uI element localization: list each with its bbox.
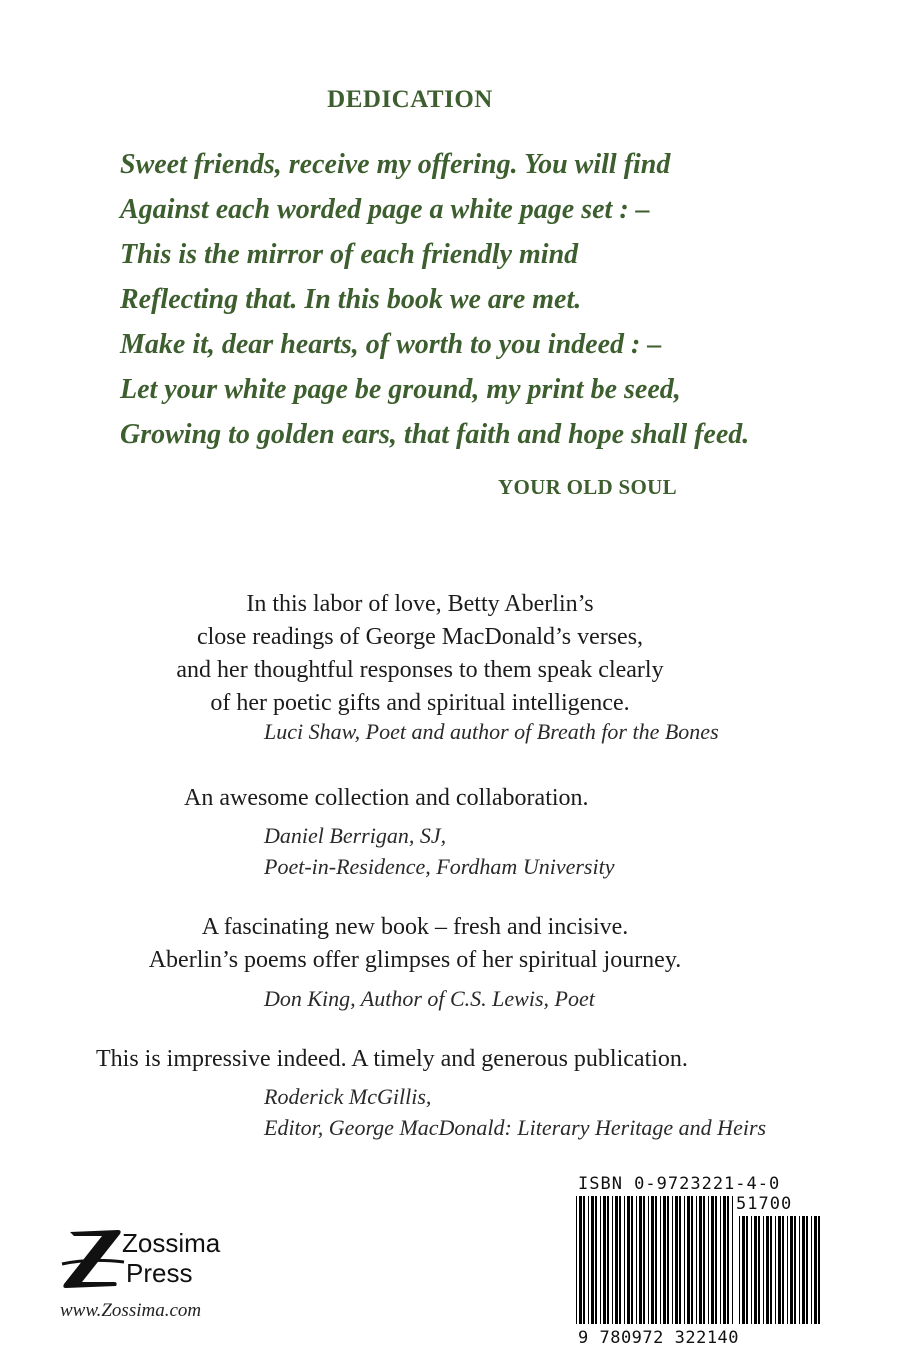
barcode-bar [794,1216,796,1324]
barcode-bar [639,1196,642,1324]
barcode-bar [576,1196,577,1324]
barcode-bar [811,1216,812,1324]
publisher-logo [60,1224,240,1294]
barcode-bar [579,1196,582,1324]
barcode-bar [720,1196,721,1324]
barcode-bar [691,1196,693,1324]
dedication-title: DEDICATION [327,86,493,113]
poem-line: Reflecting that. In this book we are met. [120,284,582,315]
barcode-bar [588,1196,589,1324]
blurb-line: and her thoughtful responses to them speak clearly [176,657,664,683]
barcode-bar [799,1216,800,1324]
barcode-bar [758,1216,760,1324]
blurb-4-attribution [264,1081,766,1143]
barcode-bar [699,1196,702,1324]
barcode-bar [643,1196,645,1324]
barcode-bar [727,1196,729,1324]
isbn-barcode [576,1196,736,1324]
poem-line: Make it, dear hearts, of worth to you indeed : – [120,329,662,360]
poem-line: Sweet friends, receive my offering. You will find [120,149,671,180]
poem-line: This is the mirror of each friendly mind [120,239,579,270]
barcode-bar [612,1196,613,1324]
barcode-bar [787,1216,788,1324]
blurb-2: An awesome collection and collaboration. [184,785,589,811]
barcode-bar [806,1216,808,1324]
barcode-bar [766,1216,769,1324]
attribution-line: Poet-in-Residence, Fordham University [264,854,615,879]
barcode-bar [814,1216,817,1324]
barcode-bar [751,1216,752,1324]
barcode-bar [723,1196,726,1324]
barcode-bar [818,1216,820,1324]
barcode-bar [790,1216,793,1324]
dedication-signature: YOUR OLD SOUL [498,475,677,499]
barcode-bar [732,1196,733,1324]
barcode-bar [763,1216,764,1324]
barcode-bar [742,1216,745,1324]
barcode-bar [782,1216,784,1324]
barcode-bar [696,1196,697,1324]
blurb-3-attribution: Don King, Author of C.S. Lewis, Poet [264,986,595,1011]
isbn-text: ISBN 0-9723221-4-0 [578,1174,781,1194]
blurb-1 [90,588,750,720]
barcode-bar [770,1216,772,1324]
barcode-bar [624,1196,625,1324]
barcode-bar [648,1196,649,1324]
barcode-bar [651,1196,654,1324]
barcode-bar [655,1196,657,1324]
blurb-line: close readings of George MacDonald’s verses, [196,624,644,650]
barcode-bar [603,1196,606,1324]
barcode-bar [636,1196,637,1324]
barcode-bar [619,1196,621,1324]
barcode-bar [684,1196,685,1324]
barcode-bar [675,1196,678,1324]
barcode-bar [739,1216,740,1324]
blurb-2-attribution [264,820,614,882]
barcode-bar [591,1196,594,1324]
barcode-bar [600,1196,601,1324]
poem-line: Growing to golden ears, that faith and hope shall feed. [120,419,750,450]
barcode-bar [679,1196,681,1324]
barcode-bar [667,1196,669,1324]
barcode-bar [708,1196,709,1324]
barcode-bar [607,1196,609,1324]
zossima-z-icon [60,1224,240,1294]
publisher-url[interactable]: www.Zossima.com [60,1300,202,1321]
barcode-bar [583,1196,585,1324]
attribution-line: Roderick McGillis, [264,1084,432,1109]
poem-line: Against each worded page a white page set : – [120,194,650,225]
barcode-bar [687,1196,690,1324]
barcode-bar [754,1216,757,1324]
attribution-line: Daniel Berrigan, SJ, [264,823,447,848]
blurb-line: A fascinating new book – fresh and incisive. [201,914,629,940]
ean-number: 9 780972 322140 [578,1328,740,1348]
barcode-bar [595,1196,597,1324]
blurb-4: This is impressive indeed. A timely and generous publication. [96,1046,688,1072]
barcode-bar [711,1196,714,1324]
dedication-poem [120,146,749,461]
barcode-bar [631,1196,633,1324]
blurb-3 [90,911,740,977]
attribution-line: Editor, George MacDonald: Literary Heritage and Heirs [264,1115,767,1140]
barcode-bar [802,1216,805,1324]
barcode-bar [746,1216,748,1324]
poem-line: Let your white page be ground, my print be seed, [120,374,681,405]
publisher-name-line1: Zossima [122,1228,221,1258]
blurb-line: Aberlin’s poems offer glimpses of her spiritual journey. [148,947,682,973]
barcode-bar [715,1196,717,1324]
price-addon-barcode [739,1216,825,1324]
publisher-name-line2: Press [126,1258,193,1288]
barcode-bar [627,1196,630,1324]
barcode-bar [615,1196,618,1324]
barcode-bar [775,1216,776,1324]
barcode-bar [663,1196,666,1324]
barcode-bar [778,1216,781,1324]
barcode-bar [672,1196,673,1324]
blurb-line: In this labor of love, Betty Aberlin’s [246,591,594,617]
barcode-bar [660,1196,661,1324]
blurb-line: of her poetic gifts and spiritual intelligence. [210,690,630,716]
price-code: 51700 [736,1194,793,1214]
barcode-bar [703,1196,705,1324]
blurb-1-attribution: Luci Shaw, Poet and author of Breath for the Bones [264,719,719,744]
